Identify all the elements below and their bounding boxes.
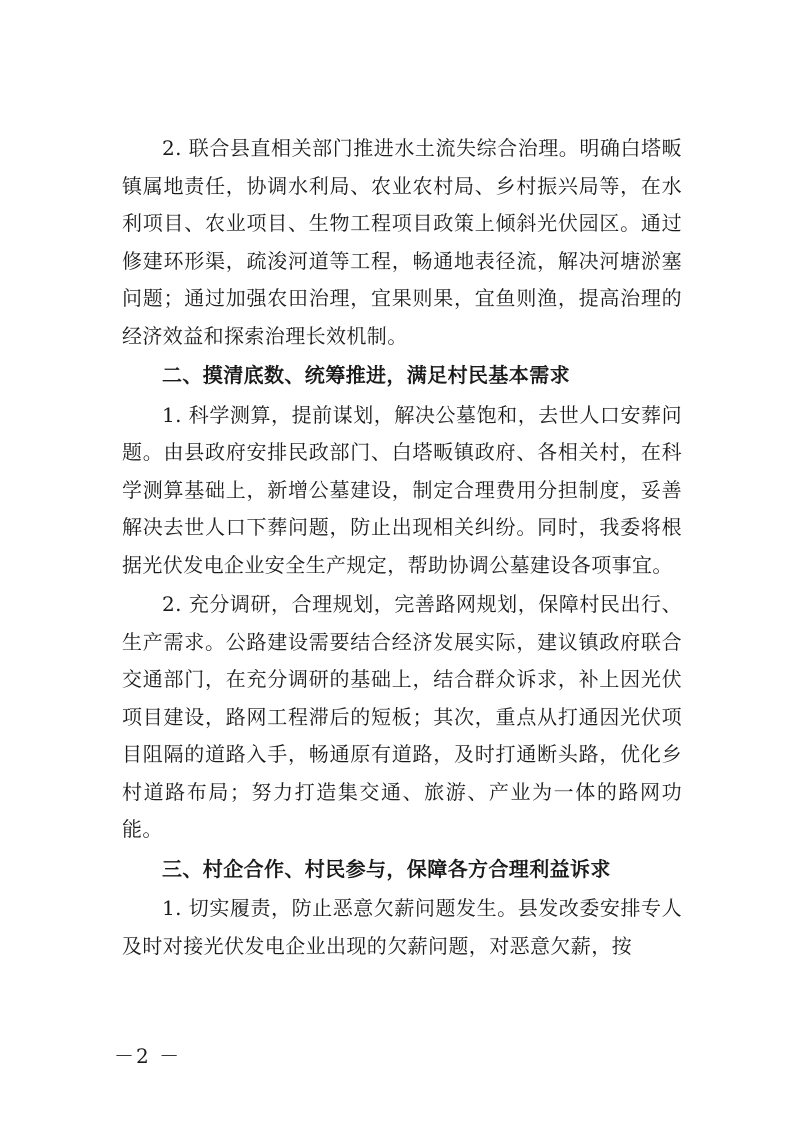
- paragraph-wage-arrears: 1. 切实履责，防止恶意欠薪问题发生。县发改委安排专人及时对接光伏发电企业出现的欠薪问题，对恶意欠薪，按: [122, 896, 682, 958]
- section-heading-3: 三、村企合作、村民参与，保障各方合理利益诉求: [162, 856, 611, 881]
- page-number: －2 －: [114, 1044, 182, 1068]
- paragraph-cemetery: 1. 科学测算，提前谋划，解决公墓饱和，去世人口安葬问题。由县政府安排民政部门、白塔畈镇政府、各相关村，在科学测算基础上，新增公墓建设，制定合理费用分担制度，妥善解决去世人口下葬问题，防止出现相关纠纷。同时，我委将根据光伏发电企业安全生产规定，帮助协调公墓建设各项事宜。: [122, 402, 682, 577]
- document-body: [122, 130, 682, 967]
- paragraph-road-network: 2. 充分调研，合理规划，完善路网规划，保障村民出行、生产需求。公路建设需要结合经济发展实际，建议镇政府联合交通部门，在充分调研的基础上，结合群众诉求，补上因光伏项目建设，路网工程滞后的短板；其次，重点从打通因光伏项目阻隔的道路入手，畅通原有道路，及时打通断头路，优化乡村道路布局；努力打造集交通、旅游、产业为一体的路网功能。: [122, 592, 682, 841]
- paragraph-water-soil-governance: 2. 联合县直相关部门推进水土流失综合治理。明确白塔畈镇属地责任，协调水利局、农业农村局、乡村振兴局等，在水利项目、农业项目、生物工程项目政策上倾斜光伏园区。通过修建环形渠，疏浚河道等工程，畅通地表径流，解决河塘淤塞问题；通过加强农田治理，宜果则果，宜鱼则渔，提高治理的经济效益和探索治理长效机制。: [122, 136, 682, 348]
- section-heading-2: 二、摸清底数、统筹推进，满足村民基本需求: [162, 363, 570, 387]
